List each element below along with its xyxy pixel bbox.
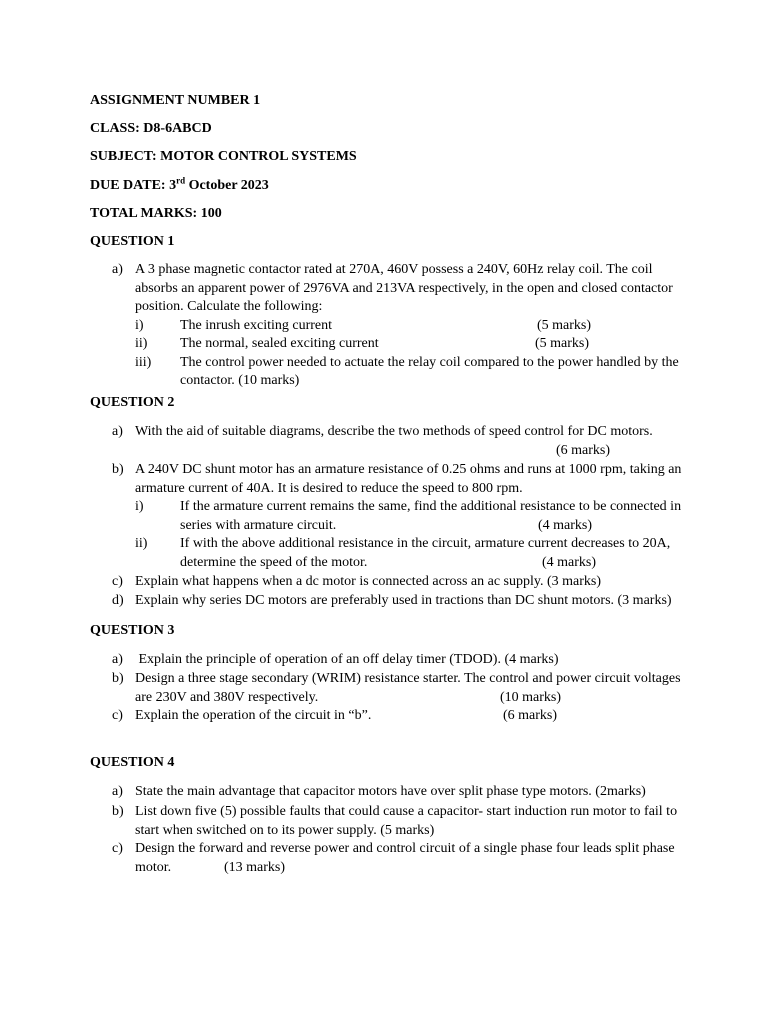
q2-d-line-1: Explain why series DC motors are preferably used in tractions than DC shunt motors. (3 marks) (135, 593, 672, 608)
due-date-suffix: October 2023 (185, 178, 269, 193)
q3-c-line-1: Explain the operation of the circuit in “b”. (135, 708, 372, 723)
q1-a-ii-text: The normal, sealed exciting current (180, 336, 379, 351)
q1-a-iii-line-2: contactor. (10 marks) (180, 373, 300, 388)
q1-a-i-marks: (5 marks) (537, 317, 592, 333)
q1-a-i (135, 317, 680, 336)
q4-c-marks: (13 marks) (224, 859, 286, 875)
q4-c-label: c) (112, 841, 123, 856)
q3-b-line-2: are 230V and 380V respectively. (135, 689, 319, 705)
q1-a-i-label: i) (135, 317, 144, 333)
q4-b-line-1: List down five (5) possible faults that could cause a capacitor- start induction run motor to fail to (135, 804, 678, 819)
q2-c-line-1: Explain what happens when a dc motor is connected across an ac supply. (3 marks) (135, 574, 602, 589)
q4-c-line-1: Design the forward and reverse power and control circuit of a single phase four leads split phase (135, 841, 675, 856)
q4-a-label: a) (112, 784, 123, 799)
q1-a-i-text: The inrush exciting current (180, 317, 333, 333)
q2-b-ii-label: ii) (135, 536, 148, 551)
q1-a-iii-label: iii) (135, 354, 152, 370)
q1-a-iii (135, 354, 680, 373)
q4-c-line-2: motor. (135, 859, 172, 875)
q2-b-ii (135, 535, 680, 554)
q2-b-i-marks: (4 marks) (538, 517, 593, 533)
q2-b-ii-line-2: determine the speed of the motor. (180, 554, 368, 570)
q2-b-line-2: armature current of 40A. It is desired to reduce the speed to 800 rpm. (135, 480, 523, 496)
q4-b-line-2: start when switched on to its power supply. (5 marks) (135, 822, 435, 838)
question-1-title: QUESTION 1 (90, 234, 175, 249)
q2-b-i (135, 498, 680, 517)
q3-b-marks: (10 marks) (500, 689, 562, 705)
q2-a-marks: (6 marks) (556, 442, 611, 458)
question-2-title: QUESTION 2 (90, 395, 175, 410)
due-date-superscript: rd (176, 175, 186, 186)
q1-a-line-1: A 3 phase magnetic contactor rated at 270A, 460V possess a 240V, 60Hz relay coil. The coil (135, 262, 653, 277)
q2-d-label: d) (112, 593, 124, 608)
q3-c-marks: (6 marks) (503, 708, 558, 723)
q3-c-label: c) (112, 708, 123, 723)
q2-b-i-line-1: If the armature current remains the same, find the additional resistance to be connected in (180, 499, 682, 514)
q3-b-line-1: Design a three stage secondary (WRIM) resistance starter. The control and power circuit voltages (135, 671, 681, 686)
q1-a-line-3: position. Calculate the following: (135, 299, 323, 314)
q1-a-ii-marks: (5 marks) (535, 336, 590, 351)
q1-a-ii (135, 335, 680, 354)
q3-b-label: b) (112, 671, 124, 686)
due-date-line (90, 175, 269, 194)
q2-b-line-1: A 240V DC shunt motor has an armature resistance of 0.25 ohms and runs at 1000 rpm, taking an (135, 462, 682, 477)
q2-a-label: a) (112, 424, 123, 439)
q2-b-ii-line-1: If with the above additional resistance in the circuit, armature current decreases to 20A, (180, 536, 671, 551)
question-3-title: QUESTION 3 (90, 623, 175, 638)
assignment-number: ASSIGNMENT NUMBER 1 (90, 93, 261, 108)
subject-line: SUBJECT: MOTOR CONTROL SYSTEMS (90, 149, 357, 164)
q2-b-ii-marks: (4 marks) (542, 554, 597, 570)
q3-a-line-1: Explain the principle of operation of an off delay timer (TDOD). (4 marks) (135, 652, 559, 667)
q3-a-label: a) (112, 652, 123, 667)
q1-a-ii-label: ii) (135, 336, 148, 351)
due-date-prefix: DUE DATE: 3 (90, 178, 177, 193)
q1-a-iii-line-1: The control power needed to actuate the relay coil compared to the power handled by the (180, 354, 679, 370)
q2-a-line-1: With the aid of suitable diagrams, describe the two methods of speed control for DC motors. (135, 424, 653, 439)
q4-b-label: b) (112, 804, 124, 819)
q2-b-i-label: i) (135, 499, 144, 514)
q2-b-label: b) (112, 462, 124, 477)
question-4-title: QUESTION 4 (90, 755, 175, 770)
q1-a-line-2: absorbs an apparent power of 2976VA and 213VA respectively, in the open and closed contactor (135, 280, 673, 296)
q4-a-line-1: State the main advantage that capacitor motors have over split phase type motors. (2marks) (135, 784, 646, 799)
q1-a-label: a) (112, 262, 123, 277)
q2-b-i-line-2: series with armature circuit. (180, 517, 337, 533)
q2-c-label: c) (112, 574, 123, 589)
total-marks-line: TOTAL MARKS: 100 (90, 206, 222, 221)
class-line: CLASS: D8-6ABCD (90, 121, 212, 136)
